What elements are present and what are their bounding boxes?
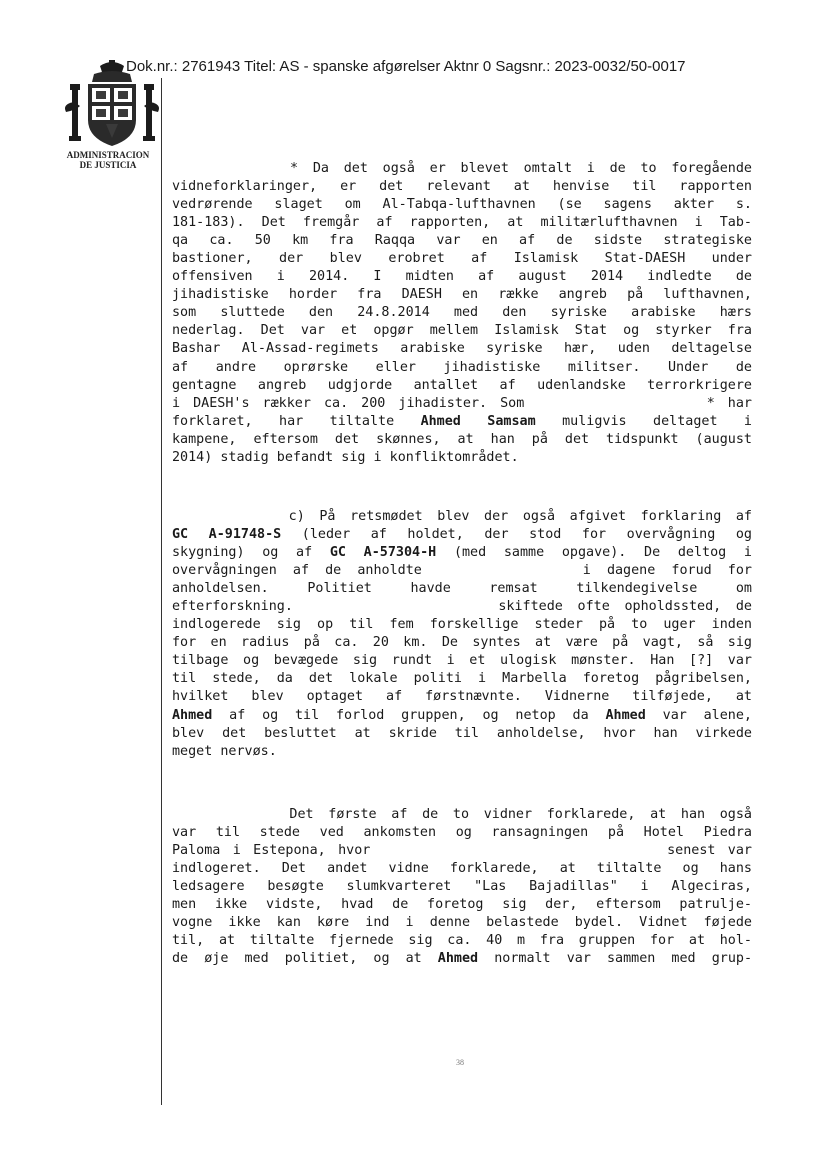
text-line: de øje med politiet, og at Ahmed normalt var sammen med grup-: [172, 951, 753, 967]
text-line: anholdelsen. Politiet havde remsat tilkendegivelse om: [172, 581, 752, 597]
text-line: til stede, da det lokale politi i Marbella foretog pågribelsen,: [172, 671, 752, 687]
text-line: jihadistiske horder fra DAESH en række angreb på lufthavnen,: [172, 287, 752, 303]
text-line: bastioner, der blev erobret af Islamisk Stat-DAESH under: [172, 251, 752, 267]
text-line: af andre oprørske eller jihadistiske militser. Under de: [172, 359, 752, 375]
text-line: Bashar Al-Assad-regimets arabiske syriske hær, uden deltagelse: [172, 341, 752, 357]
logo-caption-line2: DE JUSTICIA: [79, 160, 137, 170]
page-number: 38: [456, 1058, 464, 1067]
text-line: Ahmed af og til forlod gruppen, og netop da Ahmed var alene,: [172, 707, 752, 723]
text-line: var til stede ved ankomsten og ransagningen på Hotel Piedra: [172, 825, 752, 841]
paragraph-tabqa-report: [172, 160, 752, 467]
text-line: forklaret, har tiltalte Ahmed Samsam muligvis deltaget i: [172, 413, 752, 429]
text-line: efterforskning. skiftede ofte opholdssted, de: [172, 599, 752, 615]
text-line: meget nervøs.: [172, 743, 277, 759]
logo-caption-line1: ADMINISTRACION: [66, 150, 150, 160]
text-line: c) På retsmødet blev der også afgivet forklaring af: [172, 509, 752, 524]
document-header: Dok.nr.: 2761943 Titel: AS - spanske afgørelser Aktnr 0 Sagsnr.: 2023-0032/50-0017: [126, 58, 686, 75]
text-line: GC A-91748-S (leder af holdet, der stod for overvågning og: [172, 527, 752, 543]
text-line: vidneforklaringer, er det relevant at henvise til rapporten: [172, 179, 752, 195]
text-line: skygning) og af GC A-57304-H (med samme opgave). De deltog i: [172, 545, 752, 561]
text-line: ledsagere besøgte slumkvarteret "Las Bajadillas" i Algeciras,: [172, 879, 752, 895]
paragraph-witness-statements: [172, 508, 752, 761]
text-line: i DAESH's rækker ca. 200 jihadister. Som * har: [172, 395, 752, 411]
text-line: qa ca. 50 km fra Raqqa var en af de sidste strategiske: [172, 233, 752, 249]
text-line: nederlag. Det var et opgør mellem Islamisk Stat og styrker fra: [172, 323, 752, 339]
paragraph-first-witness: [172, 806, 752, 968]
text-line: hvilket blev optaget af førstnævnte. Vidnerne tilføjede, at: [172, 689, 752, 705]
text-line: Paloma i Estepona, hvor senest var: [172, 843, 752, 859]
text-line: indlogeret. Det andet vidne forklarede, at tiltalte og hans: [172, 861, 752, 877]
margin-rule: [161, 78, 162, 1105]
text-line: til, at tiltalte fjernede sig ca. 40 m fra gruppen for at hol-: [172, 933, 752, 949]
text-line: vogne ikke kan køre ind i denne belastede bydel. Vidnet føjede: [172, 915, 752, 931]
text-line: men ikke vidste, hvad de foretog sig der, eftersom patrulje-: [172, 897, 752, 913]
logo-caption: [58, 150, 158, 170]
text-line: 181-183). Det fremgår af rapporten, at militærlufthavnen i Tab-: [172, 215, 752, 231]
text-line: offensiven i 2014. I midten af august 2014 indledte de: [172, 269, 752, 285]
text-line: overvågningen af de anholdte i dagene forud for: [172, 563, 752, 579]
text-line: * Da det også er blevet omtalt i de to foregående: [172, 161, 752, 176]
text-line: tilbage og bevægede sig rundt i et ulogisk mønster. Han [?] var: [172, 653, 752, 669]
text-line: gentagne angreb udgjorde antallet af udenlandske terrorkrigere: [172, 377, 752, 393]
text-line: indlogerede sig op til fem forskellige steder på to uger inden: [172, 617, 752, 633]
spanish-crest-logo: [62, 58, 162, 163]
text-line: vedrørende slaget om Al-Tabqa-lufthavnen (se sagens akter s.: [172, 197, 752, 213]
text-line: for en radius på ca. 20 km. De syntes at være på vagt, så sig: [172, 635, 752, 651]
text-line: kampene, eftersom det skønnes, at han på det tidspunkt (august: [172, 431, 752, 447]
text-line: blev det besluttet at skride til anholdelse, hvor han virkede: [172, 725, 752, 741]
text-line: Det første af de to vidner forklarede, at han også: [172, 807, 752, 822]
text-line: som sluttede den 24.8.2014 med den syriske arabiske hærs: [172, 305, 752, 321]
text-line: 2014) stadig befandt sig i konfliktområdet.: [172, 449, 519, 465]
